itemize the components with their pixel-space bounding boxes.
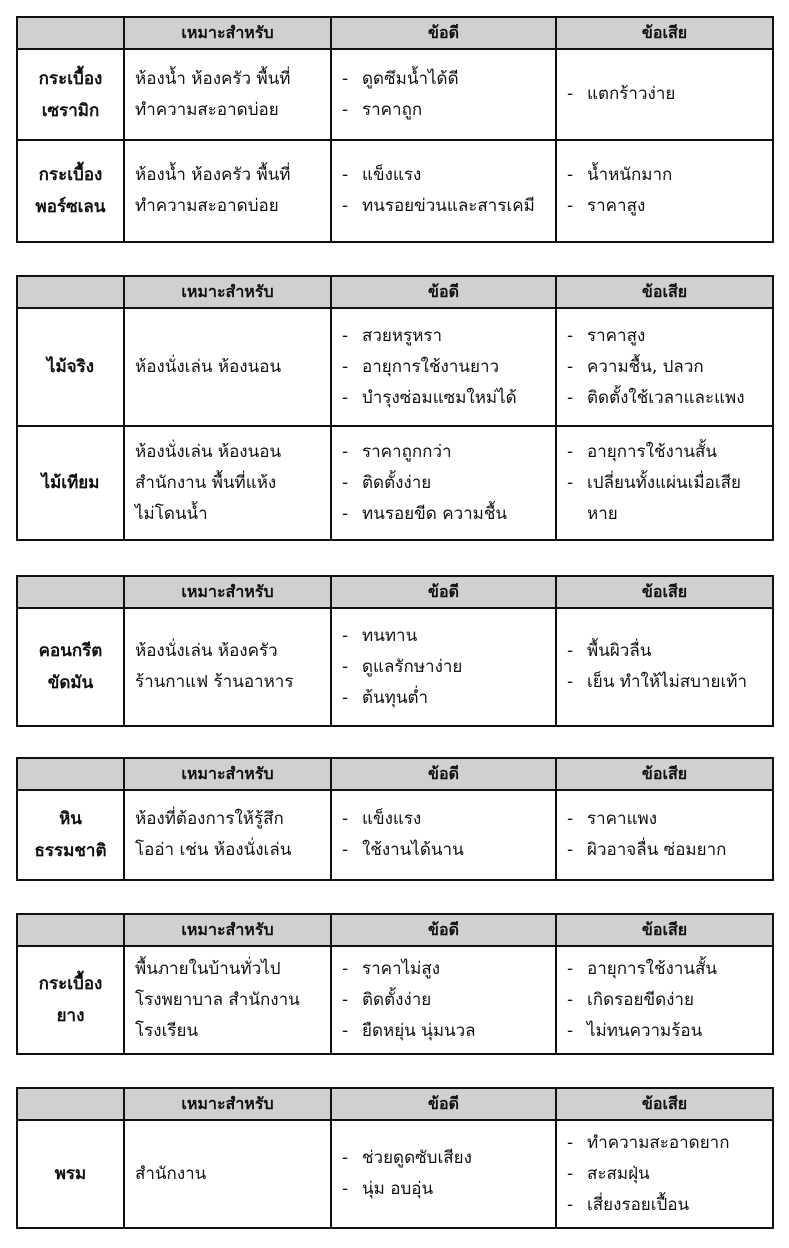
flooring-table-1 [16, 16, 774, 243]
pros-cell [331, 426, 556, 540]
suitable-for: ห้องน้ำ ห้องครัว พื้นที่ ทำความสะอาดบ่อย [124, 140, 331, 242]
header-pros: ข้อดี [331, 17, 556, 49]
list-item: - แข็งแรง [342, 809, 422, 829]
list-item: - ช่วยดูดซับเสียง [342, 1148, 472, 1168]
cons-cell [556, 49, 773, 140]
list-item: - อายุการใช้งานสั้น [567, 441, 717, 462]
list-item: - น้ำหนักมาก [567, 165, 673, 185]
pros-cell [331, 49, 556, 140]
header-blank [17, 758, 124, 790]
header-pros: ข้อดี [331, 914, 556, 946]
material-name: กระเบื้อง เซรามิก [17, 49, 124, 140]
list-item: - บำรุงซ่อมแซมใหม่ได้ [342, 387, 517, 408]
list-item: - แข็งแรง [342, 165, 422, 185]
table-row [17, 946, 773, 1054]
list-item: - ติดตั้งใช้เวลาและแพง [567, 387, 745, 408]
header-blank [17, 576, 124, 608]
flooring-table-4 [16, 757, 774, 881]
flooring-table-2 [16, 275, 774, 541]
header-blank [17, 17, 124, 49]
cons-cell [556, 608, 773, 726]
list-item: - ต้นทุนต่ำ [342, 687, 429, 708]
suitable-for: ห้องนั่งเล่น ห้องนอน [124, 308, 331, 426]
list-item: - พื้นผิวลื่น [567, 641, 652, 661]
table-row [17, 790, 773, 880]
material-name: คอนกรีต ขัดมัน [17, 608, 124, 726]
flooring-table-3 [16, 575, 774, 727]
list-item: - นุ่ม อบอุ่น [342, 1179, 434, 1199]
cons-cell [556, 790, 773, 880]
pros-cell [331, 608, 556, 726]
list-item: - อายุการใช้งานสั้น [567, 958, 717, 979]
list-item: - สะสมฝุ่น [567, 1163, 650, 1184]
pros-cell [331, 1120, 556, 1228]
list-item: - ราคาสูง [567, 325, 646, 346]
header-suitable: เหมาะสำหรับ [124, 576, 331, 608]
header-cons: ข้อเสีย [556, 758, 773, 790]
pros-cell [331, 790, 556, 880]
suitable-for: ห้องนั่งเล่น ห้องนอน สำนักงาน พื้นที่แห้ง ไม่โดนน้ำ [124, 426, 331, 540]
header-pros: ข้อดี [331, 576, 556, 608]
table-row [17, 308, 773, 426]
list-item: - สวยหรูหรา [342, 325, 443, 346]
list-item: - ทนทาน [342, 625, 418, 646]
suitable-for: พื้นภายในบ้านทั่วไป โรงพยาบาล สำนักงาน โรงเรียน [124, 946, 331, 1054]
list-item: - อายุการใช้งานยาว [342, 356, 500, 377]
header-pros: ข้อดี [331, 276, 556, 308]
header-row [17, 1088, 773, 1120]
pros-cell [331, 946, 556, 1054]
list-item: - ทนรอยข่วนและสารเคมี [342, 196, 535, 216]
material-name: ไม้เทียม [17, 426, 124, 540]
list-item: - ราคาถูกกว่า [342, 441, 452, 462]
header-suitable: เหมาะสำหรับ [124, 276, 331, 308]
suitable-for: สำนักงาน [124, 1120, 331, 1228]
list-item: - ไม่ทนความร้อน [567, 1020, 703, 1041]
header-suitable: เหมาะสำหรับ [124, 758, 331, 790]
list-item: - เย็น ทำให้ไม่สบายเท้า [567, 672, 748, 692]
list-item: - ทนรอยขีด ความชื้น [342, 503, 508, 524]
list-item: - ราคาไม่สูง [342, 958, 441, 979]
suitable-for: ห้องน้ำ ห้องครัว พื้นที่ ทำความสะอาดบ่อย [124, 49, 331, 140]
header-cons: ข้อเสีย [556, 17, 773, 49]
flooring-table-6 [16, 1087, 774, 1229]
list-item: - ติดตั้งง่าย [342, 989, 432, 1010]
list-item: - ยืดหยุ่น นุ่มนวล [342, 1020, 476, 1041]
list-item: - ความชื้น, ปลวก [567, 356, 704, 377]
list-item: - ดูดซึมน้ำได้ดี [342, 68, 459, 89]
header-cons: ข้อเสีย [556, 1088, 773, 1120]
list-item: - ติดตั้งง่าย [342, 472, 432, 493]
header-row [17, 276, 773, 308]
header-cons: ข้อเสีย [556, 276, 773, 308]
header-cons: ข้อเสีย [556, 914, 773, 946]
list-item: - ราคาสูง [567, 196, 646, 216]
header-row [17, 914, 773, 946]
cons-cell [556, 1120, 773, 1228]
material-name: กระเบื้อง พอร์ซเลน [17, 140, 124, 242]
list-item: - เกิดรอยขีดง่าย [567, 989, 694, 1010]
list-item: - ผิวอาจลื่น ซ่อมยาก [567, 840, 727, 860]
cons-cell [556, 308, 773, 426]
table-row [17, 1120, 773, 1228]
list-item: - ดูแลรักษาง่าย [342, 656, 463, 677]
pros-cell [331, 308, 556, 426]
table-row [17, 608, 773, 726]
header-suitable: เหมาะสำหรับ [124, 914, 331, 946]
header-pros: ข้อดี [331, 1088, 556, 1120]
suitable-for: ห้องนั่งเล่น ห้องครัว ร้านกาแฟ ร้านอาหาร [124, 608, 331, 726]
list-item: - เสี่ยงรอยเปื้อน [567, 1194, 690, 1215]
cons-cell [556, 946, 773, 1054]
header-row [17, 758, 773, 790]
material-name: หิน ธรรมชาติ [17, 790, 124, 880]
suitable-for: ห้องที่ต้องการให้รู้สึก โออ่า เช่น ห้องนั่งเล่น [124, 790, 331, 880]
list-item: - ใช้งานได้นาน [342, 840, 464, 860]
table-row [17, 49, 773, 140]
list-item: - ราคาแพง [567, 809, 658, 829]
header-suitable: เหมาะสำหรับ [124, 17, 331, 49]
list-item: - ราคาถูก [342, 99, 423, 120]
cons-cell [556, 140, 773, 242]
header-row [17, 576, 773, 608]
header-suitable: เหมาะสำหรับ [124, 1088, 331, 1120]
header-blank [17, 914, 124, 946]
cons-cell [556, 426, 773, 540]
table-row [17, 140, 773, 242]
list-item: - เปลี่ยนทั้งแผ่นเมื่อเสียหาย [567, 472, 742, 524]
header-blank [17, 276, 124, 308]
material-name: กระเบื้อง ยาง [17, 946, 124, 1054]
table-row [17, 426, 773, 540]
list-item: - ทำความสะอาดยาก [567, 1132, 730, 1153]
material-name: พรม [17, 1120, 124, 1228]
flooring-table-5 [16, 913, 774, 1055]
material-name: ไม้จริง [17, 308, 124, 426]
list-item: - แตกร้าวง่าย [567, 84, 676, 104]
header-pros: ข้อดี [331, 758, 556, 790]
header-cons: ข้อเสีย [556, 576, 773, 608]
header-blank [17, 1088, 124, 1120]
pros-cell [331, 140, 556, 242]
header-row [17, 17, 773, 49]
